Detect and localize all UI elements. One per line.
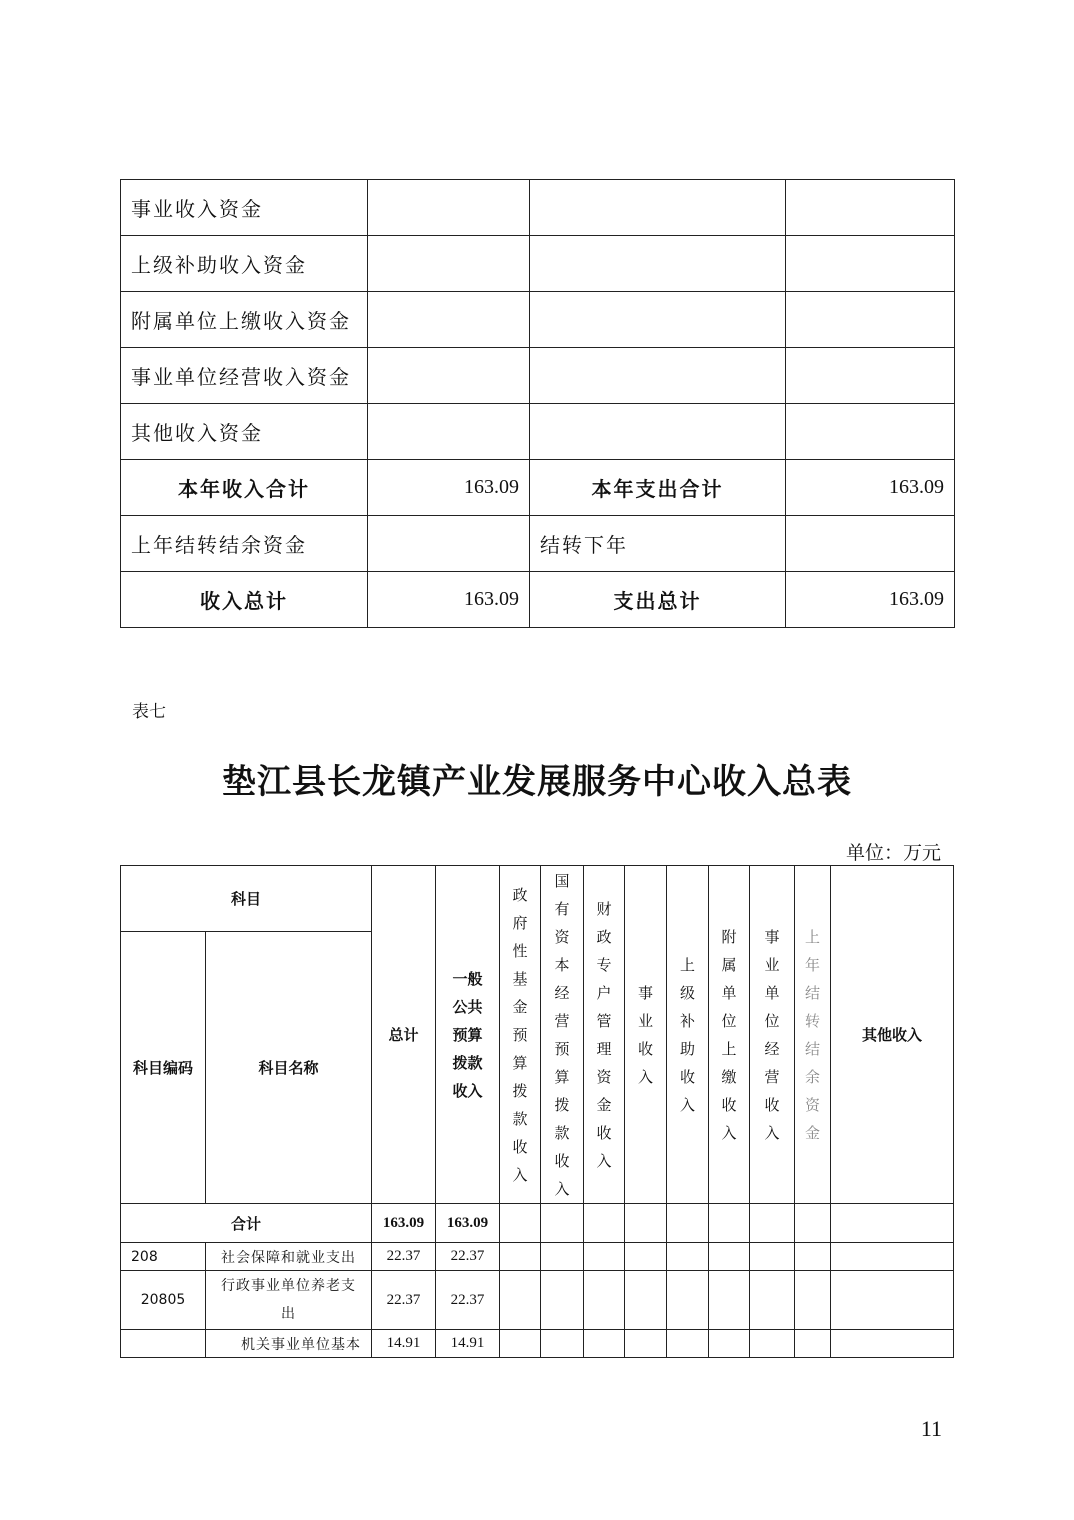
header-state-capital: 国有资本经营预算拨款收入 [541, 866, 584, 1204]
row-label: 其他收入资金 [121, 404, 368, 460]
header-row [121, 866, 954, 932]
header-business: 事业收入 [625, 866, 667, 1204]
header-fund: 政府性基金预算拨款收入 [500, 866, 541, 1204]
total-label: 合计 [121, 1204, 372, 1243]
table-row [121, 572, 955, 628]
header-special: 财政专户管理资金收入 [584, 866, 625, 1204]
row-right-label: 结转下年 [530, 516, 786, 572]
row-right-label [530, 180, 786, 236]
row-general: 14.91 [436, 1330, 500, 1358]
row-label: 本年收入合计 [121, 460, 368, 516]
header-operating: 事业单位经营收入 [750, 866, 795, 1204]
subject-name: 行政事业单位养老支出 [206, 1271, 372, 1330]
row-right-amount [786, 236, 955, 292]
unit-label: 单位：万元 [845, 842, 941, 864]
row-right-label [530, 404, 786, 460]
subject-code: 208 [121, 1243, 206, 1271]
row-right-label: 本年支出合计 [530, 460, 786, 516]
header-total: 总计 [372, 866, 436, 1204]
header-name: 科目名称 [206, 932, 372, 1204]
row-label: 附属单位上缴收入资金 [121, 292, 368, 348]
header-affiliated: 附属单位上缴收入 [709, 866, 750, 1204]
table-number: 表七 [132, 702, 166, 722]
table-row [121, 1330, 954, 1358]
row-right-amount: 163.09 [786, 572, 955, 628]
row-label: 上级补助收入资金 [121, 236, 368, 292]
row-label: 上年结转结余资金 [121, 516, 368, 572]
table-row [121, 516, 955, 572]
row-right-label [530, 236, 786, 292]
table-row [121, 348, 955, 404]
summary-table [120, 179, 955, 628]
total-row [121, 1204, 954, 1243]
row-right-amount [786, 404, 955, 460]
row-label: 事业收入资金 [121, 180, 368, 236]
page-number: 11 [920, 1416, 942, 1441]
row-total: 22.37 [372, 1271, 436, 1330]
total-general: 163.09 [436, 1204, 500, 1243]
row-total: 22.37 [372, 1243, 436, 1271]
row-right-amount [786, 516, 955, 572]
header-code: 科目编码 [121, 932, 206, 1204]
row-amount [368, 404, 530, 460]
row-amount [368, 516, 530, 572]
table-row [121, 1271, 954, 1330]
total-amount: 163.09 [372, 1204, 436, 1243]
subject-name: 社会保障和就业支出 [206, 1243, 372, 1271]
row-amount: 163.09 [368, 460, 530, 516]
row-general: 22.37 [436, 1243, 500, 1271]
row-label: 收入总计 [121, 572, 368, 628]
header-other: 其他收入 [831, 866, 954, 1204]
row-amount [368, 348, 530, 404]
header-carryover: 上年结转结余资金 [795, 866, 831, 1204]
table-row [121, 404, 955, 460]
table-row [121, 180, 955, 236]
header-subject: 科目 [121, 866, 372, 932]
row-amount [368, 180, 530, 236]
row-right-label: 支出总计 [530, 572, 786, 628]
row-right-amount [786, 348, 955, 404]
row-label: 事业单位经营收入资金 [121, 348, 368, 404]
row-right-label [530, 348, 786, 404]
table-row [121, 236, 955, 292]
table-row [121, 1243, 954, 1271]
table-row [121, 460, 955, 516]
row-amount [368, 236, 530, 292]
row-right-amount: 163.09 [786, 460, 955, 516]
row-right-label [530, 292, 786, 348]
row-right-amount [786, 180, 955, 236]
subject-code: 20805 [121, 1271, 206, 1330]
subject-name: 机关事业单位基本 [206, 1330, 372, 1358]
income-table [120, 865, 954, 1358]
row-amount: 163.09 [368, 572, 530, 628]
header-superior: 上级补助收入 [667, 866, 709, 1204]
row-amount [368, 292, 530, 348]
row-general: 22.37 [436, 1271, 500, 1330]
subject-code [121, 1330, 206, 1358]
row-right-amount [786, 292, 955, 348]
header-general: 一般公共预算拨款收入 [436, 866, 500, 1204]
table-row [121, 292, 955, 348]
page-title: 垫江县长龙镇产业发展服务中心收入总表 [222, 762, 852, 802]
row-total: 14.91 [372, 1330, 436, 1358]
